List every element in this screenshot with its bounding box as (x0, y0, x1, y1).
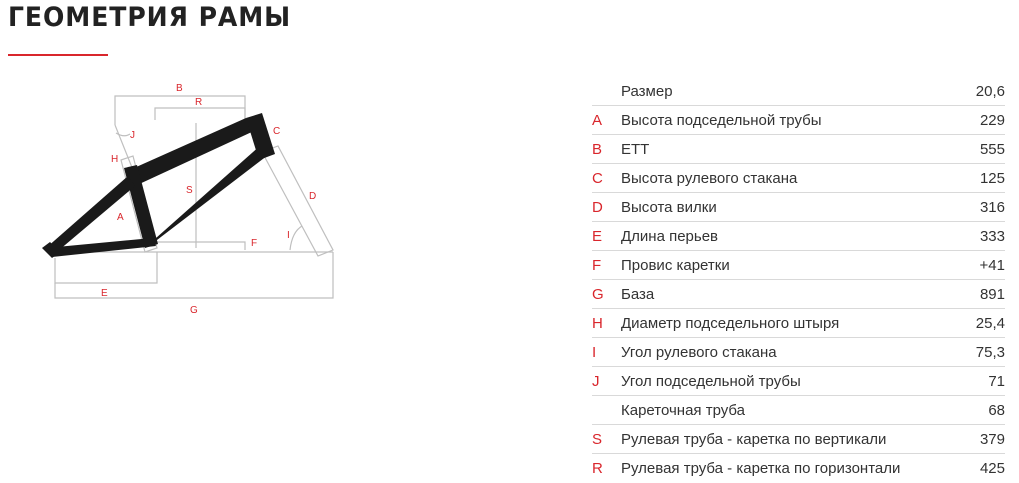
row-value: 71 (935, 367, 1005, 396)
geometry-row (592, 135, 1005, 164)
geometry-row (592, 396, 1005, 425)
row-letter: E (592, 222, 621, 251)
row-letter: A (592, 106, 621, 135)
row-letter: S (592, 425, 621, 454)
geometry-row (592, 193, 1005, 222)
geometry-table-body (592, 77, 1005, 482)
row-letter: F (592, 251, 621, 280)
row-name: Кареточная труба (621, 396, 935, 425)
row-name: Диаметр подседельного штыря (621, 309, 935, 338)
row-name: Угол рулевого стакана (621, 338, 935, 367)
label-b: B (176, 83, 183, 94)
head-angle-arc (290, 226, 302, 250)
row-value: 68 (935, 396, 1005, 425)
row-value: 425 (979, 459, 1005, 477)
geometry-row (592, 222, 1005, 251)
row-value: 555 (935, 135, 1005, 164)
row-letter (592, 396, 621, 425)
row-name: Высота рулевого стакана (621, 164, 935, 193)
fork-outline (262, 146, 333, 256)
geometry-row (592, 309, 1005, 338)
row-letter: C (592, 164, 621, 193)
geometry-row (592, 338, 1005, 367)
label-r: R (195, 97, 203, 108)
row-letter: J (592, 367, 621, 396)
label-h: H (111, 154, 119, 165)
row-value: 75,3 (935, 338, 1005, 367)
label-e: E (101, 288, 108, 299)
row-value: 229 (935, 106, 1005, 135)
label-i: I (287, 230, 290, 241)
label-f: F (251, 238, 258, 249)
head-tube (246, 113, 275, 160)
row-letter: B (592, 135, 621, 164)
row-value: 125 (935, 164, 1005, 193)
row-value: 20,6 (935, 77, 1005, 106)
geometry-row (592, 280, 1005, 309)
reach-dimension-line (155, 108, 245, 120)
geometry-row (592, 106, 1005, 135)
row-name: Угол подседельной трубы (621, 367, 935, 396)
row-letter: R (592, 459, 603, 477)
frame-geometry-diagram (0, 0, 360, 330)
row-value: 379 (935, 425, 1005, 454)
row-letter: G (592, 280, 621, 309)
row-value: 891 (935, 280, 1005, 309)
label-a: A (117, 212, 124, 223)
geometry-table (592, 77, 1005, 482)
label-j: J (130, 130, 135, 141)
label-d: D (309, 191, 317, 202)
row-letter: H (592, 309, 621, 338)
geometry-row (592, 425, 1005, 454)
row-value: 333 (935, 222, 1005, 251)
row-name: Провис каретки (621, 251, 935, 280)
row-letter: D (592, 193, 621, 222)
bb-drop-line (157, 242, 245, 250)
row-name: Рулевая труба - каретка по горизонтали (621, 459, 901, 477)
row-name: ETT (621, 135, 935, 164)
row-name: Размер (621, 77, 935, 106)
page-title: ГЕОМЕТРИЯ РАМЫ (8, 2, 292, 33)
ett-dimension-line (115, 96, 245, 125)
label-s: S (186, 185, 193, 196)
geometry-row (592, 454, 1005, 483)
wheelbase-dimension-line (55, 252, 333, 298)
geometry-row (592, 77, 1005, 106)
row-name: Высота подседельной трубы (621, 106, 935, 135)
row-name: Высота вилки (621, 193, 935, 222)
geometry-row (592, 251, 1005, 280)
label-g: G (190, 305, 198, 316)
geometry-row (592, 164, 1005, 193)
label-c: C (273, 126, 281, 137)
row-letter (592, 77, 621, 106)
row-name: Длина перьев (621, 222, 935, 251)
chainstay-dimension-line (55, 252, 157, 283)
row-value: 316 (935, 193, 1005, 222)
row-value: 25,4 (935, 309, 1005, 338)
geometry-row (592, 367, 1005, 396)
row-name: База (621, 280, 935, 309)
row-letter: I (592, 338, 621, 367)
row-value: +41 (935, 251, 1005, 280)
row-name: Рулевая труба - каретка по вертикали (621, 425, 935, 454)
